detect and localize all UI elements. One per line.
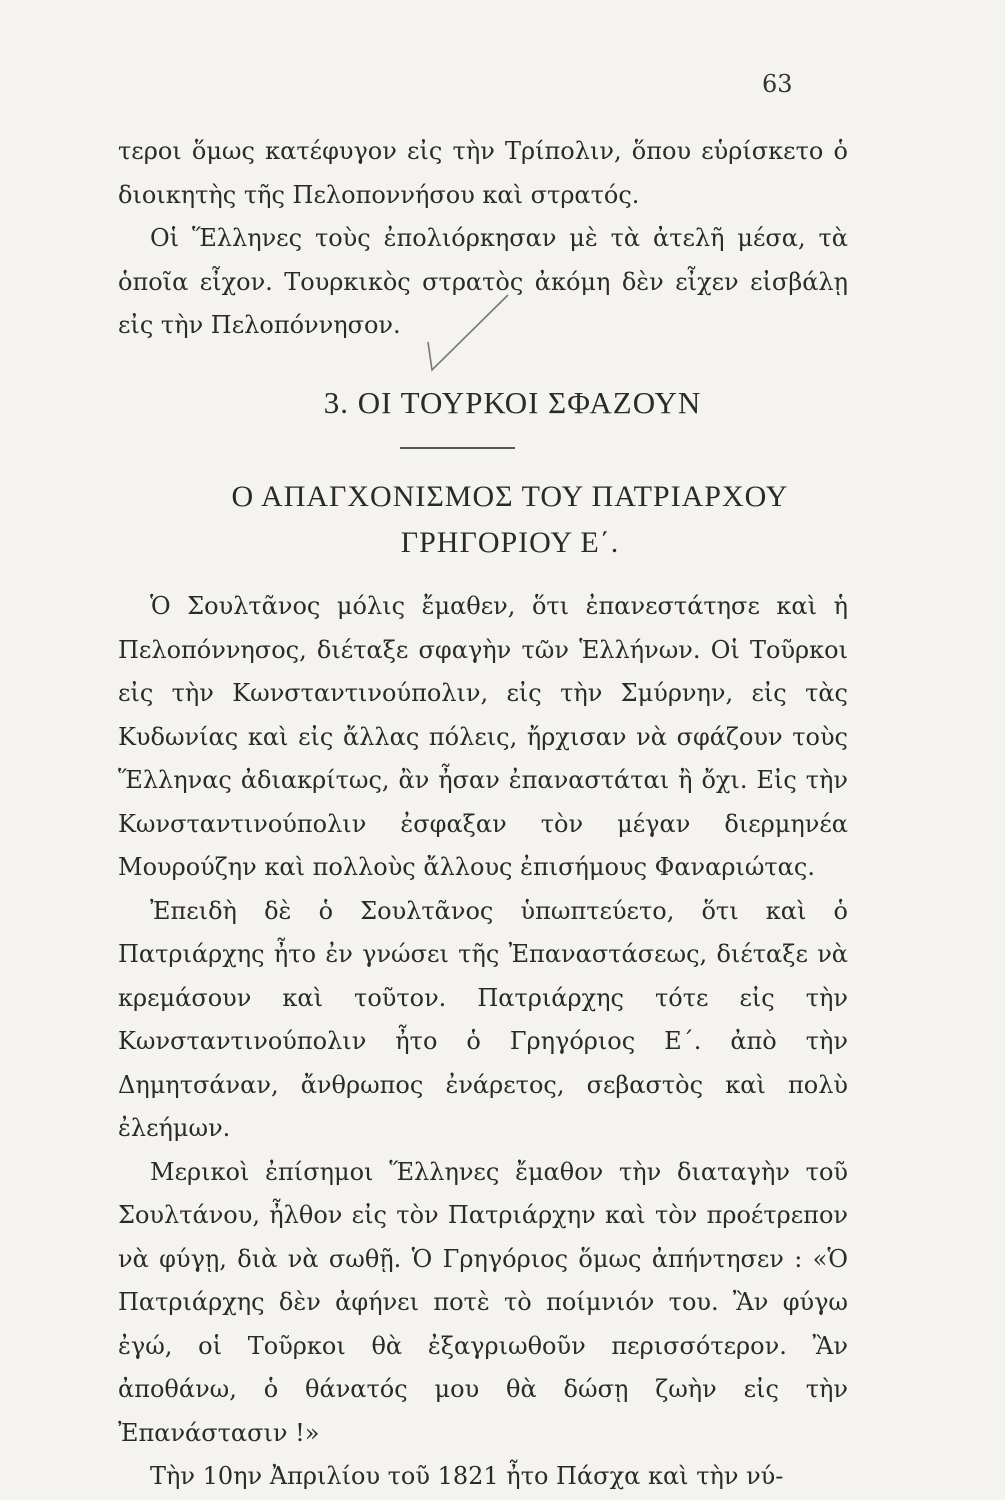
page-number: 63 bbox=[762, 70, 793, 98]
opening-paragraph-1: τεροι ὅμως κατέφυγον εἰς τὴν Τρίπολιν, ὅπου εὑρίσκετο ὁ διοικητὴς τῆς Πελοποννήσου καὶ στρατός. bbox=[118, 137, 848, 209]
body-paragraph-2: Ἐπειδὴ δὲ ὁ Σουλτᾶνος ὑπωπτεύετο, ὅτι καὶ ὁ Πατριάρχης ἦτο ἐν γνώσει τῆς Ἐπαναστάσεως, διέταξε νὰ κρεμάσουν καὶ τοῦτον. Πατριάρχης τότε εἰς τὴν Κωνσταντινούπολιν ἦτο ὁ Γρηγόριος Ε΄. ἀπὸ τὴν Δημητσάναν, ἄνθρωπος ἐνάρετος, σεβαστὸς καὶ πολὺ ἐλεήμων. bbox=[118, 896, 848, 1142]
chapter-body bbox=[118, 585, 848, 1499]
subtitle-line-2: ΓΡΗΓΟΡΙΟΥ Ε΄. bbox=[400, 526, 620, 559]
chapter-title: 3. ΟΙ ΤΟΥΡΚΟΙ ΣΦΑΖΟΥΝ bbox=[323, 385, 702, 420]
pencil-checkmark-icon bbox=[420, 290, 510, 380]
body-paragraph-4: Τὴν 10ην Ἀπριλίου τοῦ 1821 ἦτο Πάσχα καὶ τὴν νύ- bbox=[150, 1462, 784, 1490]
heading-divider bbox=[400, 447, 515, 449]
opening-paragraph-2: Οἱ Ἕλληνες τοὺς ἐπολιόρκησαν μὲ τὰ ἀτελῆ μέσα, τὰ ὁποῖα εἶχον. Τουρκικὸς στρατὸς ἀκόμη δὲν εἶχεν εἰσβάλῃ εἰς τὴν Πελοπόννησον. bbox=[118, 224, 848, 339]
body-paragraph-3: Μερικοὶ ἐπίσημοι Ἕλληνες ἔμαθον τὴν διαταγὴν τοῦ Σουλτάνου, ἦλθον εἰς τὸν Πατριάρχην καὶ τὸν προέτρεπον νὰ φύγῃ, διὰ νὰ σωθῇ. Ὁ Γρηγόριος ὅμως ἀπήντησεν : «Ὁ Πατριάρχης δὲν ἀφήνει ποτὲ τὸ ποίμνιόν του. Ἂν φύγω ἐγώ, οἱ Τοῦρκοι θὰ ἐξαγριωθοῦν περισσότερον. Ἂν ἀποθάνω, ὁ θάνατός μου θὰ δώσῃ ζωὴν εἰς τὴν Ἐπανάστασιν !» bbox=[118, 1157, 848, 1447]
subtitle-line-1: Ο ΑΠΑΓΧΟΝΙΣΜΟΣ ΤΟΥ ΠΑΤΡΙΑΡΧΟΥ bbox=[231, 480, 789, 513]
chapter-subtitle bbox=[60, 474, 960, 566]
body-paragraph-1: Ὁ Σουλτᾶνος μόλις ἔμαθεν, ὅτι ἐπανεστάτησε καὶ ἡ Πελοπόννησος, διέταξε σφαγὴν τῶν Ἑλλήνων. Οἱ Τοῦρκοι εἰς τὴν Κωνσταντινούπολιν, εἰς τὴν Σμύρνην, εἰς τὰς Κυδωνίας καὶ εἰς ἄλλας πόλεις, ἤρχισαν νὰ σφάζουν τοὺς Ἕλληνας ἀδιακρίτως, ἂν ἦσαν ἐπαναστάται ἢ ὄχι. Εἰς τὴν Κωνσταντινούπολιν ἐσφαξαν τὸν μέγαν διερμηνέα Μουρούζην καὶ πολλοὺς ἄλλους ἐπισήμους Φαναριώτας. bbox=[118, 592, 848, 881]
